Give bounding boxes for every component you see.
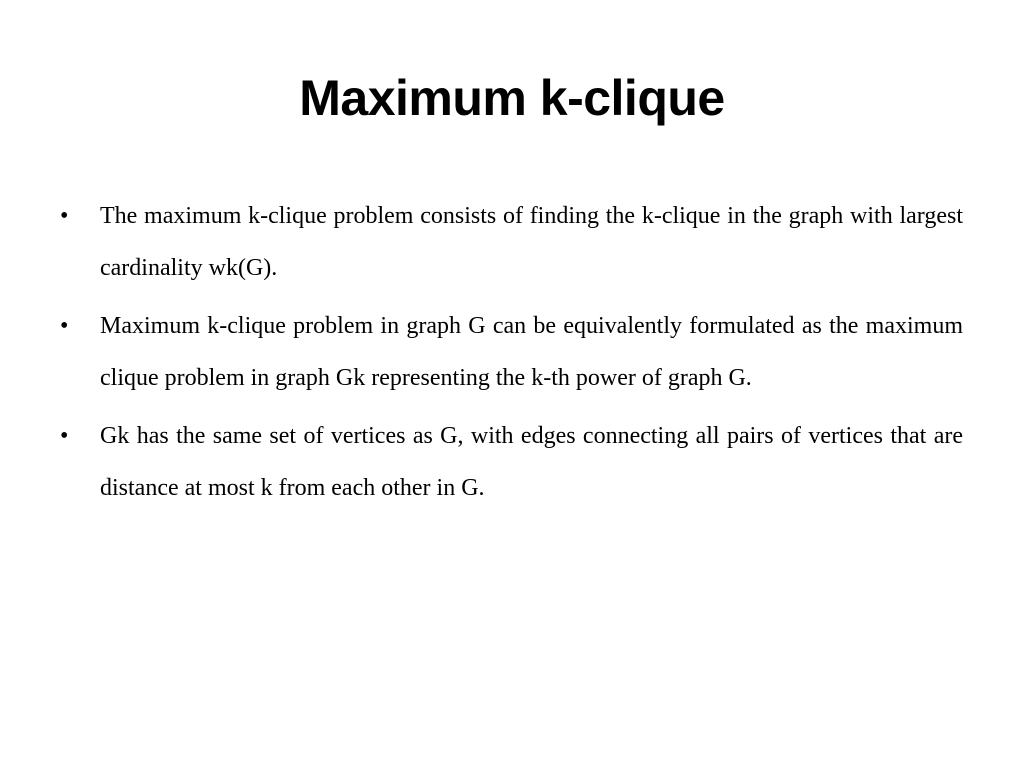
bullet-list — [60, 190, 963, 520]
bullet-text: Gk has the same set of vertices as G, with edges connecting all pairs of vertices that are distance at most k from each other in G. — [100, 423, 963, 501]
bullet-dot-icon: • — [60, 203, 69, 229]
bullet-dot-icon: • — [60, 423, 69, 449]
bullet-dot-icon: • — [60, 313, 69, 339]
bullet-text: The maximum k-clique problem consists of finding the k-clique in the graph with largest cardinality wk(G). — [100, 203, 963, 281]
bullet-item — [60, 190, 963, 294]
bullet-text: Maximum k-clique problem in graph G can be equivalently formulated as the maximum clique problem in graph Gk representing the k-th power of graph G. — [100, 313, 963, 391]
slide-title: Maximum k-clique — [299, 70, 725, 126]
bullet-item — [60, 300, 963, 404]
bullet-item — [60, 410, 963, 514]
